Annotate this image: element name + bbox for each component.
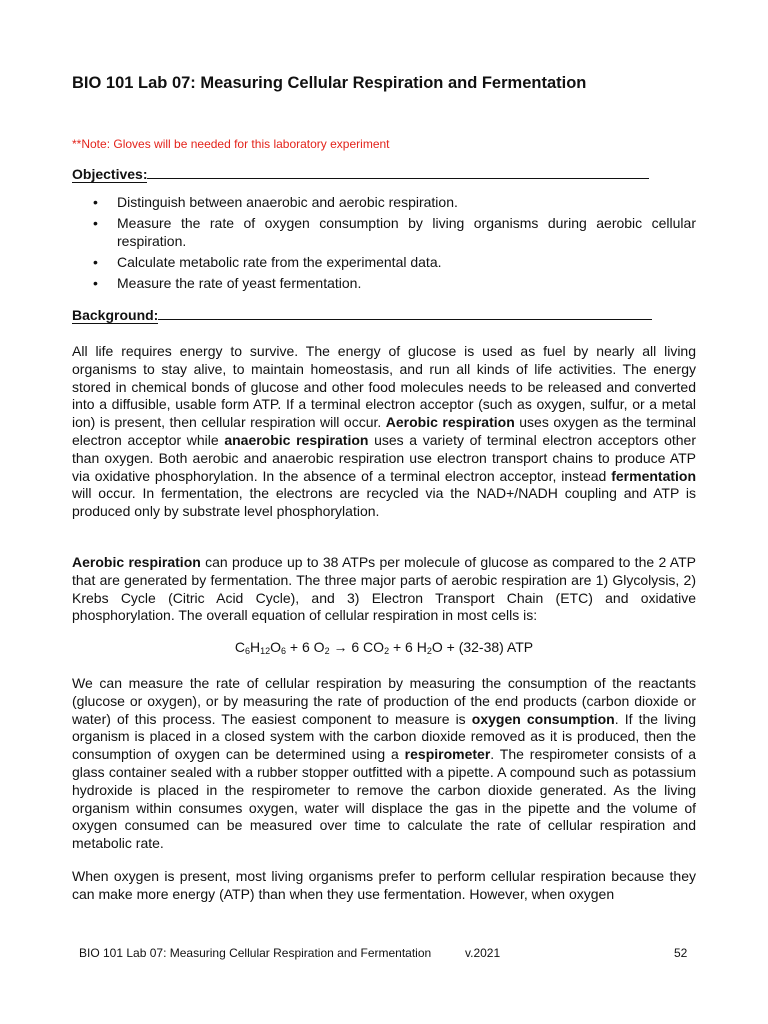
page-title: BIO 101 Lab 07: Measuring Cellular Respiration and Fermentation — [72, 74, 587, 92]
paragraph-text: uses a variety of terminal electron acceptors other than oxygen. Both aerobic and anaerobic respiration use electron transport chains to produce ATP via oxidative phosphorylation. In the absence of a terminal electron acceptor, instead — [72, 431, 697, 484]
respiration-equation: $C_6H_{12}O_6 + 6$ $O_2 \to 6$ $CO_2 + 6$ $H_2O + (32-38)$ ATP — [234, 639, 534, 656]
paragraph-text: We can measure the rate of cellular respiration by measuring the consumption of the reactants (glucose or oxygen), or by measuring the rate of production of the end products (carbon dioxide or water) of this process. The easiest component to measure is — [72, 675, 696, 727]
bullet-icon: • — [93, 194, 98, 210]
list-item — [72, 193, 696, 211]
list-item — [72, 214, 696, 250]
paragraph-text: . If the living organism is placed in a closed system with the carbon dioxide removed as it is produced, then the consumption of oxygen can be determined using a — [72, 710, 697, 763]
bullet-icon: • — [93, 275, 98, 291]
gloves-note: **Note: Gloves will be needed for this laboratory experiment — [72, 137, 390, 151]
bullet-icon: • — [93, 215, 98, 231]
paragraph-text: uses oxygen as the terminal electron acceptor while — [72, 414, 697, 448]
term-respirometer: respirometer — [404, 746, 491, 763]
background-paragraph-2 — [72, 554, 696, 625]
list-item — [72, 253, 696, 271]
paragraph-text: . The respirometer consists of a glass container sealed with a rubber stopper outfitted with a pipette. A compound such as potassium hydroxide is placed in the respirometer to remove the carbon dioxide generated. As the living organism within consumes oxygen, water will displace the gas in the pipette and the volume of oxygen consumed can be measured over time to calculate the rate of cellular respiration and metabolic rate. — [72, 746, 697, 852]
background-heading — [72, 307, 672, 323]
objective-text: Calculate metabolic rate from the experimental data. — [117, 254, 442, 270]
background-heading-label: Background: — [72, 307, 159, 323]
term-aerobic-respiration: Aerobic respiration — [72, 554, 201, 570]
term-anaerobic-respiration: anaerobic respiration — [224, 431, 369, 448]
background-paragraph-4: When oxygen is present, most living organisms prefer to perform cellular respiration because they can make more energy (ATP) than when they use fermentation. However, when oxygen — [72, 868, 696, 902]
objectives-heading — [72, 166, 672, 182]
list-item — [72, 274, 696, 292]
footer-title: BIO 101 Lab 07: Measuring Cellular Respiration and Fermentation — [79, 946, 432, 960]
paragraph-text: can produce up to 38 ATPs per molecule of glucose as compared to the 2 ATP that are generated by fermentation. The three major parts of aerobic respiration are 1) Glycolysis, 2) Krebs Cycle (Citric Acid Cycle), and 3) Electron Transport Chain (ETC) and oxidative phosphorylation. The overall equation of cellular respiration in most cells is: — [72, 554, 696, 624]
background-paragraph-3 — [72, 675, 696, 853]
objectives-heading-label: Objectives: — [72, 166, 148, 182]
term-oxygen-consumption: oxygen consumption — [471, 710, 615, 727]
objective-text: Measure the rate of oxygen consumption by living organisms during aerobic cellular respiration. — [117, 215, 696, 249]
background-paragraph-1 — [72, 343, 696, 521]
term-aerobic-respiration: Aerobic respiration — [385, 414, 515, 431]
objectives-list — [72, 193, 696, 295]
footer-page-number: 52 — [674, 946, 688, 960]
bullet-icon: • — [93, 254, 98, 270]
objectives-heading-rule — [147, 177, 649, 179]
objective-text: Distinguish between anaerobic and aerobic respiration. — [117, 194, 458, 210]
objective-text: Measure the rate of yeast fermentation. — [117, 275, 362, 291]
footer-version: v.2021 — [465, 946, 501, 960]
term-fermentation: fermentation — [611, 467, 697, 484]
background-heading-rule — [158, 318, 652, 320]
paragraph-text: All life requires energy to survive. The energy of glucose is used as fuel by nearly all living organisms to stay alive, to maintain homeostasis, and run all kinds of life activities. The energy stored in chemical bonds of glucose and other food molecules needs to be released and converted into a diffusible, usable form ATP. If a terminal electron acceptor (such as oxygen, sulfur, or a metal ion) is present, then cellular respiration will occur. — [72, 343, 696, 431]
paragraph-text: will occur. In fermentation, the electrons are recycled via the NAD+/NADH coupling and ATP is produced only by substrate level phosphorylation. — [72, 485, 696, 520]
